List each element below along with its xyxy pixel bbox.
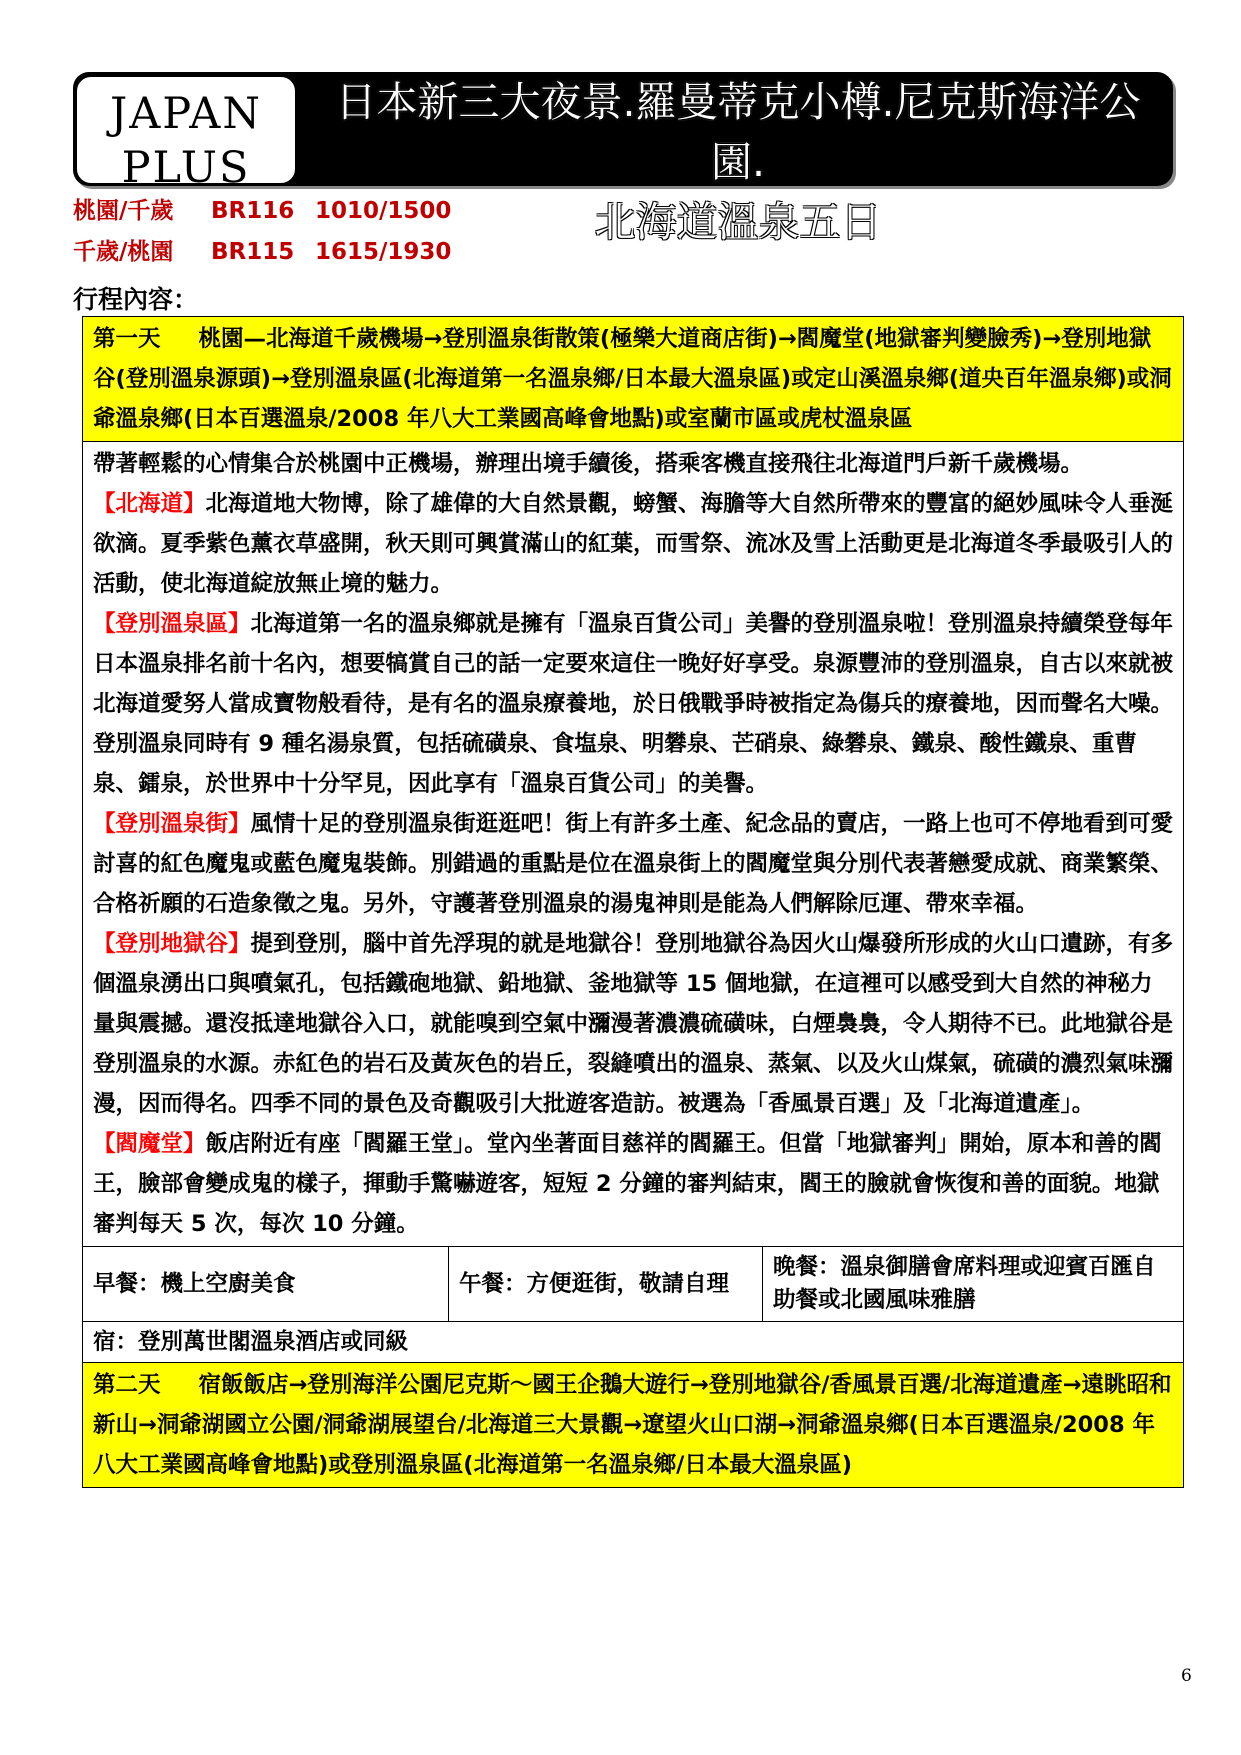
dinner-cell: 晚餐：溫泉御膳會席料理或迎賓百匯自助餐或北國風味雅膳 bbox=[763, 1247, 1184, 1322]
day2-label: 第二天 bbox=[93, 1372, 161, 1398]
lunch-cell: 午餐：方便逛街，敬請自理 bbox=[449, 1247, 763, 1322]
day1-meals-row bbox=[83, 1247, 1184, 1322]
section-enmado bbox=[93, 1124, 1173, 1244]
flight-time: 1615/1930 bbox=[315, 239, 452, 265]
section-tag: 【登別地獄谷】 bbox=[93, 931, 251, 957]
section-noboribetsu-onsen bbox=[93, 604, 1173, 804]
section-onsen-street bbox=[93, 804, 1173, 924]
section-hokkaido bbox=[93, 484, 1173, 604]
flight-route: 桃園/千歲 bbox=[73, 198, 174, 224]
tour-title-line2: 北海道溫泉五日 bbox=[594, 198, 882, 246]
hotel-cell: 宿：登別萬世閣溫泉酒店或同級 bbox=[83, 1322, 1184, 1363]
itinerary-table bbox=[82, 316, 1184, 1488]
day1-label: 第一天 bbox=[93, 326, 161, 352]
section-text: 飯店附近有座「閻羅王堂」。堂內坐著面目慈祥的閻羅王。但當「地獄審判」開始，原本和善的閻王，臉部會變成鬼的樣子，揮動手驚嚇遊客，短短 2 分鐘的審判結束，閻王的臉就會恢復和善的面貌。地獄審判每天 5 次，每次 10 分鐘。 bbox=[93, 1131, 1162, 1237]
section-text: 風情十足的登別溫泉街逛逛吧！街上有許多土產、紀念品的賣店，一路上也可不停地看到可愛討喜的紅色魔鬼或藍色魔鬼裝飾。別錯過的重點是位在溫泉街上的閻魔堂與分別代表著戀愛成就、商業繁榮、合格祈願的石造象徵之鬼。另外，守護著登別溫泉的湯鬼神則是能為人們解除厄運、帶來幸福。 bbox=[93, 811, 1174, 917]
logo-text-line2: PLUS bbox=[121, 143, 251, 193]
day1-body-row bbox=[83, 442, 1184, 1247]
itinerary-heading: 行程內容： bbox=[73, 285, 199, 314]
breakfast-cell: 早餐：機上空廚美食 bbox=[83, 1247, 449, 1322]
section-tag: 【登別溫泉區】 bbox=[93, 611, 251, 637]
flight-time: 1010/1500 bbox=[315, 198, 452, 224]
flight-route: 千歲/桃園 bbox=[73, 239, 174, 265]
section-jigokudani bbox=[93, 924, 1173, 1124]
day2-route: 宿飯飯店→登別海洋公園尼克斯～國王企鵝大遊行→登別地獄谷/香風景百選/北海道遺產→遠眺昭和新山→洞爺湖國立公園/洞爺湖展望台/北海道三大景觀→遼望火山口湖→洞爺溫泉鄉(日本百選溫泉/2008 年八大工業國高峰會地點)或登別溫泉區(北海道第一名溫泉鄉/日本最大溫泉區) bbox=[93, 1372, 1172, 1478]
section-text: 北海道第一名的溫泉鄉就是擁有「溫泉百貨公司」美譽的登別溫泉啦！登別溫泉持續榮登每年日本溫泉排名前十名內，想要犒賞自己的話一定要來這住一晚好好享受。泉源豐沛的登別溫泉，自古以來就被北海道愛努人當成寶物般看待，是有名的溫泉療養地，於日俄戰爭時被指定為傷兵的療養地，因而聲名大噪。登別溫泉同時有 9 種名湯泉質，包括硫磺泉、食塩泉、明礬泉、芒硝泉、綠礬泉、鐵泉、酸性鐵泉、重曹泉、鐳泉，於世界中十分罕見，因此享有「溫泉百貨公司」的美譽。 bbox=[93, 611, 1174, 797]
day1-route: 桃園—北海道千歲機場→登別溫泉街散策(極樂大道商店街)→閻魔堂(地獄審判變臉秀)→登別地獄谷(登別溫泉源頭)→登別溫泉區(北海道第一名溫泉鄉/日本最大溫泉區)或定山溪溫泉鄉(道央百年溫泉鄉)或洞爺溫泉鄉(日本百選溫泉/2008 年八大工業國高峰會地點)或室蘭市區或虎杖溫泉區 bbox=[93, 326, 1172, 432]
section-tag: 【閻魔堂】 bbox=[93, 1131, 206, 1157]
day1-title-row bbox=[83, 317, 1184, 442]
day2-title-row bbox=[83, 1363, 1184, 1488]
day1-intro: 帶著輕鬆的心情集合於桃園中正機場，辦理出境手續後，搭乘客機直接飛往北海道門戶新千歲機場。 bbox=[93, 451, 1084, 477]
tour-title-line1: 日本新三大夜景.羅曼蒂克小樽.尼克斯海洋公園. bbox=[335, 78, 1141, 186]
day2-title bbox=[83, 1363, 1184, 1488]
section-tag: 【北海道】 bbox=[93, 491, 206, 517]
day1-hotel-row bbox=[83, 1322, 1184, 1363]
flight-outbound bbox=[73, 192, 451, 225]
section-tag: 【登別溫泉街】 bbox=[93, 811, 251, 837]
day1-title bbox=[83, 317, 1184, 442]
flight-code: BR116 bbox=[211, 198, 295, 224]
page-number: 6 bbox=[1181, 1666, 1192, 1686]
section-text: 提到登別，腦中首先浮現的就是地獄谷！登別地獄谷為因火山爆發所形成的火山口遺跡，有多個溫泉湧出口與噴氣孔，包括鐵砲地獄、鉛地獄、釜地獄等 15 個地獄，在這裡可以感受到大自然的神秘力量與震撼。還沒抵達地獄谷入口，就能嗅到空氣中瀰漫著濃濃硫磺味，白煙裊裊，令人期待不已。此地獄谷是登別溫泉的水源。赤紅色的岩石及黃灰色的岩丘，裂縫噴出的溫泉、蒸氣、以及火山煤氣，硫磺的濃烈氣味瀰漫，因而得名。四季不同的景色及奇觀吸引大批遊客造訪。被選為「香風景百選」及「北海道遺產」。 bbox=[93, 931, 1174, 1117]
section-text: 北海道地大物博，除了雄偉的大自然景觀，螃蟹、海膽等大自然所帶來的豐富的絕妙風味令人垂涎欲滴。夏季紫色薰衣草盛開，秋天則可興賞滿山的紅葉，而雪祭、流冰及雪上活動更是北海道冬季最吸引人的活動，使北海道綻放無止境的魅力。 bbox=[93, 491, 1174, 597]
flight-code: BR115 bbox=[211, 239, 295, 265]
logo-box bbox=[75, 75, 297, 193]
logo-text-line1: JAPAN bbox=[110, 89, 262, 139]
day1-description bbox=[83, 442, 1184, 1247]
flight-return bbox=[73, 233, 451, 266]
